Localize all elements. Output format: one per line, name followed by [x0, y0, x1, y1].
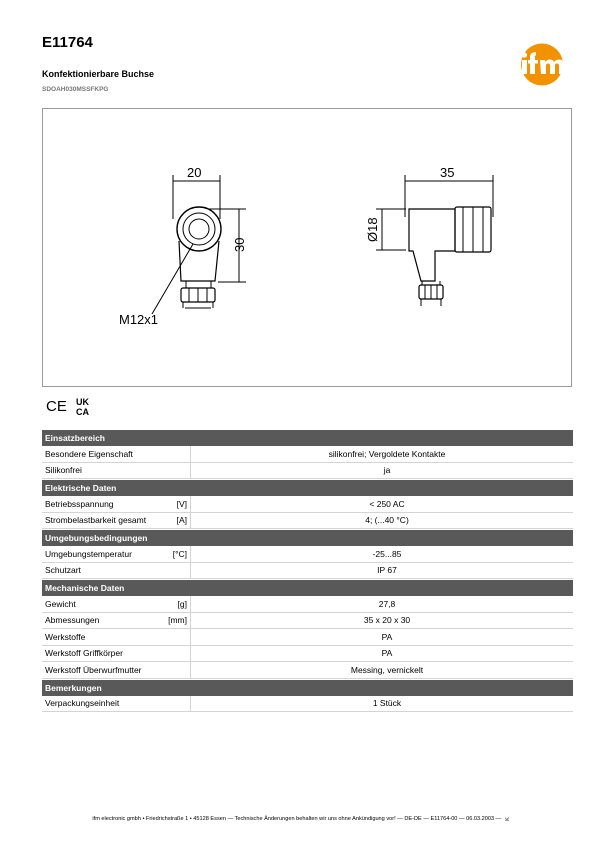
spec-row [42, 629, 573, 646]
spec-unit: [V] [176, 498, 187, 509]
article-code: SDOAH030MSSFKPG [42, 86, 109, 93]
column-separator [190, 613, 201, 629]
column-separator [190, 596, 201, 612]
spec-label: Werkstoffe [45, 631, 86, 642]
spec-label: Werkstoff Überwurfmutter [45, 664, 142, 675]
product-title: E11764 [42, 34, 93, 51]
svg-text:CA: CA [76, 407, 89, 417]
spec-row [42, 546, 573, 563]
section-header: Mechanische Daten [42, 580, 573, 596]
column-separator [190, 646, 201, 662]
spec-unit: [A] [176, 515, 187, 526]
specification-table [42, 429, 573, 712]
ifm-logo [513, 43, 571, 86]
column-separator [190, 496, 201, 512]
column-separator [190, 629, 201, 645]
spec-label: Verpackungseinheit [45, 698, 120, 709]
spec-label: Schutzart [45, 565, 81, 576]
column-separator [190, 563, 201, 579]
column-separator [190, 446, 201, 462]
column-separator [190, 463, 201, 479]
spec-row [42, 463, 573, 480]
spec-row [42, 563, 573, 580]
spec-value: silikonfrei; Vergoldete Kontakte [328, 448, 446, 459]
column-separator [190, 696, 201, 712]
spec-row [42, 596, 573, 613]
dimension-drawing-frame [42, 108, 572, 387]
spec-value: -25...85 [372, 548, 402, 559]
spec-label: Besondere Eigenschaft [45, 448, 133, 459]
spec-row [42, 662, 573, 679]
spec-label: Silikonfrei [45, 465, 82, 476]
spec-row [42, 446, 573, 463]
spec-value: < 250 AC [369, 498, 405, 509]
spec-label: Abmessungen [45, 615, 100, 626]
spec-row [42, 696, 573, 713]
certification-marks [46, 395, 106, 417]
dim-text-length: 35 [440, 165, 455, 180]
product-subtitle: Konfektionierbare Buchse [42, 69, 155, 79]
spec-row [42, 613, 573, 630]
spec-value: 27,8 [378, 598, 396, 609]
spec-label: Umgebungstemperatur [45, 548, 132, 559]
ukca-mark-icon [76, 397, 89, 417]
spec-value: 35 x 20 x 30 [363, 615, 411, 626]
section-header: Einsatzbereich [42, 430, 573, 446]
column-separator [190, 662, 201, 678]
section-header: Bemerkungen [42, 680, 573, 696]
spec-value: 4; (...40 °C) [365, 515, 409, 526]
side-body-outline [409, 209, 455, 281]
section-header: Elektrische Daten [42, 480, 573, 496]
spec-label: Gewicht [45, 598, 76, 609]
dim-text-width: 20 [187, 165, 202, 180]
spec-value: PA [381, 648, 393, 659]
ce-mark-icon: CE [46, 398, 67, 415]
footer [0, 816, 602, 822]
footer-text: ifm electronic gmbh • Friedrichstraße 1 • 45128 Essen — Technische Änderungen behalten wir uns ohne Ankündigung vor! — DE-DE — E11764-00 — 06.03.2003 — [92, 816, 502, 822]
spec-value: ja [383, 465, 391, 476]
column-separator [190, 513, 201, 529]
spec-value: IP 67 [377, 565, 397, 576]
thread-label: M12x1 [119, 312, 159, 327]
spec-label: Strombelastbarkeit gesamt [45, 515, 147, 526]
spec-unit: [mm] [168, 615, 187, 626]
spec-value: 1 Stück [372, 698, 402, 709]
dim-text-diameter: Ø18 [365, 217, 380, 242]
coupling-nut-outline [177, 207, 221, 251]
spec-row [42, 513, 573, 530]
dimension-drawing [43, 109, 573, 388]
spec-label: Werkstoff Griffkörper [45, 648, 123, 659]
spec-value: PA [381, 631, 393, 642]
footer-mark: K [504, 817, 511, 821]
spec-value: Messing, vernickelt [350, 664, 424, 675]
spec-label: Betriebsspannung [45, 498, 114, 509]
svg-text:UK: UK [76, 397, 89, 407]
section-header: Umgebungsbedingungen [42, 530, 573, 546]
column-separator [190, 546, 201, 562]
spec-row [42, 646, 573, 663]
spec-row [42, 496, 573, 513]
dim-text-height: 30 [232, 237, 247, 252]
spec-unit: [g] [177, 598, 187, 609]
spec-unit: [°C] [172, 548, 187, 559]
